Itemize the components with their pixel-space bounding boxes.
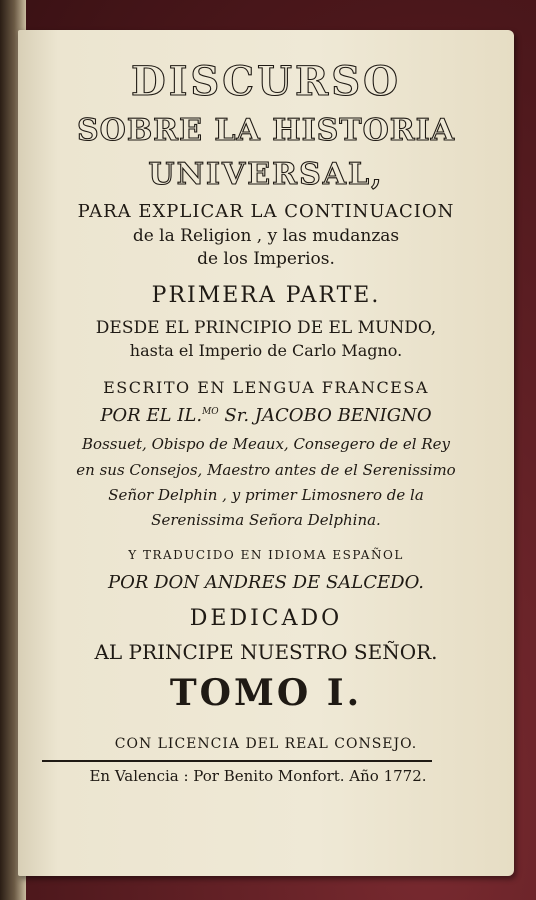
part-heading: PRIMERA PARTE. bbox=[151, 283, 381, 308]
volume-number: TOMO I. bbox=[169, 672, 363, 714]
title-line-3: UNIVERSAL, bbox=[148, 157, 384, 192]
written-in-french: ESCRITO EN LENGUA FRANCESA bbox=[103, 378, 429, 397]
dedication-line-2: AL PRINCIPE NUESTRO SEÑOR. bbox=[94, 640, 438, 664]
author-prefix: POR EL IL. bbox=[100, 405, 203, 426]
part-line-1: DESDE EL PRINCIPIO DE EL MUNDO, bbox=[95, 318, 437, 338]
subtitle-line-3: de los Imperios. bbox=[197, 249, 335, 269]
author-name: Sr. JACOBO BENIGNO bbox=[218, 405, 432, 426]
subtitle-line-2: de la Religion , y las mudanzas bbox=[132, 226, 400, 246]
part-line-2: hasta el Imperio de Carlo Magno. bbox=[129, 341, 403, 360]
author-line-4: Señor Delphin , y primer Limosnero de la bbox=[108, 486, 424, 504]
title-line-1: DISCURSO bbox=[131, 58, 401, 105]
imprint-line: En Valencia : Por Benito Monfort. Año 1772. bbox=[89, 767, 427, 785]
dedication-line-1: DEDICADO bbox=[189, 606, 343, 631]
author-line-2: Bossuet, Obispo de Meaux, Consegero de el Rey bbox=[82, 435, 450, 453]
translation-line-1: Y TRADUCIDO EN IDIOMA ESPAÑOL bbox=[128, 548, 404, 562]
author-line-3: en sus Consejos, Maestro antes de el Serenissimo bbox=[76, 461, 456, 479]
author-line-1 bbox=[18, 405, 514, 426]
title-line-2: SOBRE LA HISTORIA bbox=[77, 113, 455, 148]
imprint-rule bbox=[42, 760, 432, 762]
subtitle-line-1: PARA EXPLICAR LA CONTINUACION bbox=[77, 201, 455, 222]
license-line: CON LICENCIA DEL REAL CONSEJO. bbox=[114, 736, 418, 752]
author-line-5: Serenissima Señora Delphina. bbox=[151, 511, 381, 529]
author-sup: MO bbox=[202, 407, 219, 417]
translation-line-2: POR DON ANDRES DE SALCEDO. bbox=[107, 572, 425, 593]
